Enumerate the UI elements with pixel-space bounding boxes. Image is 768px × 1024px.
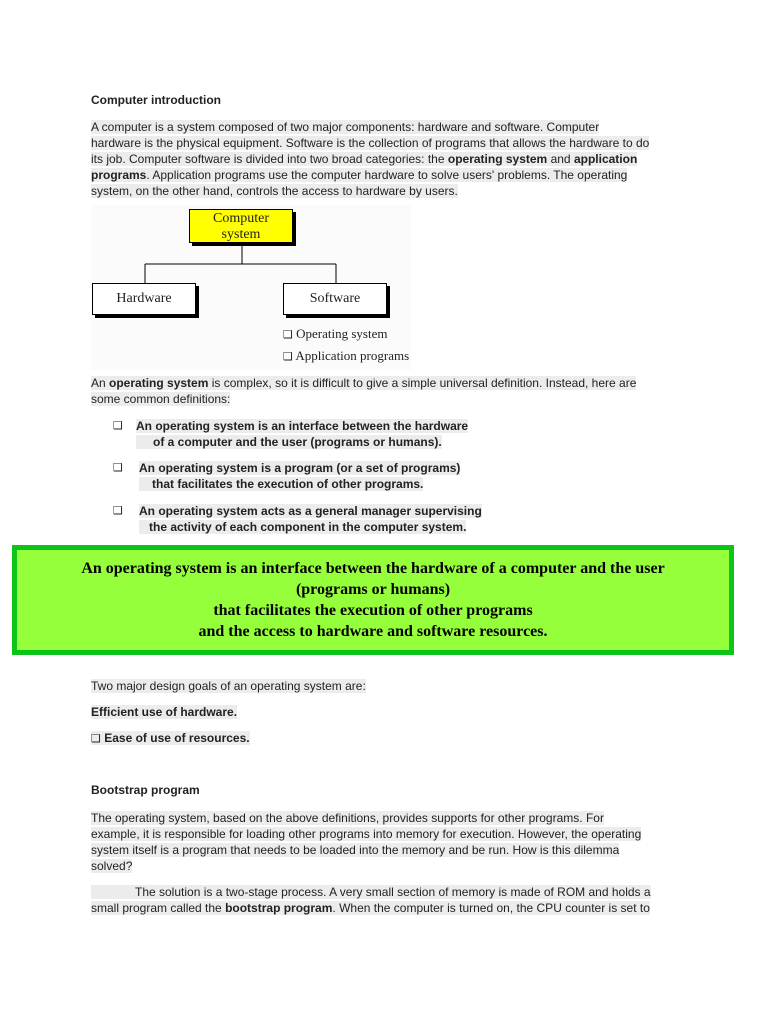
- definition-bullet-1: [113, 418, 468, 450]
- definition-line-2: some common definitions:: [91, 392, 231, 406]
- intro-bold-application: application: [573, 152, 638, 166]
- intro-line-1: A computer is a system composed of two major components: hardware and software. Computer: [91, 120, 600, 134]
- bootstrap-paragraph-2: [91, 884, 691, 916]
- intro-and: and: [547, 152, 574, 166]
- callout-line-4: and the access to hardware and software resources.: [198, 623, 548, 640]
- checkbox-icon: ❑: [283, 350, 293, 363]
- computer-system-box: [189, 209, 293, 243]
- intro-line-4: . Application programs use the computer hardware to solve users' problems. The operating: [146, 168, 628, 182]
- bootstrap-p1-line-1: The operating system, based on the above definitions, provides supports for other programs. For: [91, 811, 604, 825]
- goals-intro: [91, 678, 366, 694]
- bullet-1-line-1: An operating system is an interface between the hardware: [136, 419, 469, 433]
- bootstrap-p1-line-3: system itself is a program that needs to be loaded into the memory and be run. How is this dilemma: [91, 843, 620, 857]
- software-sub-item-2: [283, 348, 409, 364]
- hardware-box: Hardware: [92, 283, 196, 315]
- callout-line-1: An operating system is an interface between the hardware of a computer and the user: [81, 560, 665, 577]
- goals-intro-text: Two major design goals of an operating system are:: [91, 679, 366, 693]
- bullet-1-line-2: of a computer and the user (programs or humans).: [136, 435, 442, 449]
- intro-bold-os: operating system: [447, 152, 548, 166]
- computer-system-diagram: [91, 205, 411, 370]
- callout-line-3: that facilitates the execution of other programs: [213, 602, 533, 619]
- bootstrap-p2-line-2b: . When the computer is turned on, the CPU counter is set to: [332, 901, 650, 915]
- bootstrap-paragraph-1: [91, 810, 691, 874]
- bootstrap-p2-line-1: The solution is a two-stage process. A very small section of memory is made of ROM and holds a: [91, 885, 651, 899]
- checkbox-icon: ❑: [113, 504, 123, 517]
- checkbox-icon: ❑: [91, 732, 101, 745]
- bootstrap-p1-line-2: example, it is responsible for loading other programs into memory for execution. However, the operating: [91, 827, 642, 841]
- definition-bullet-3: [113, 503, 482, 535]
- root-line-1: Computer: [213, 211, 269, 226]
- software-sub-item-1: [283, 326, 387, 342]
- definition-bold: operating system: [109, 376, 209, 390]
- definition-bullet-2: [113, 460, 460, 492]
- callout-line-2: (programs or humans): [295, 581, 451, 598]
- sub-item-label: Operating system: [296, 326, 388, 341]
- goal-item-2: [91, 730, 250, 747]
- goal-item-1: [91, 704, 237, 720]
- intro-bold-programs: programs: [91, 168, 147, 182]
- checkbox-icon: ❑: [113, 419, 123, 432]
- definition-rest: is complex, so it is difficult to give a simple universal definition. Instead, here are: [208, 376, 637, 390]
- definition-callout: [12, 545, 734, 655]
- checkbox-icon: ❑: [283, 328, 293, 341]
- bootstrap-heading: Bootstrap program: [91, 783, 200, 797]
- intro-paragraph: [91, 119, 691, 199]
- goal-item-2-text: Ease of use of resources.: [104, 731, 250, 745]
- bootstrap-p2-line-2a: small program called the: [91, 901, 226, 915]
- bootstrap-bold: bootstrap program: [225, 901, 333, 915]
- bullet-2-line-2: that facilitates the execution of other programs.: [139, 477, 423, 491]
- checkbox-icon: ❑: [113, 461, 123, 474]
- intro-line-3: its job. Computer software is divided into two broad categories: the: [91, 152, 448, 166]
- definition-lead: An: [91, 376, 110, 390]
- root-line-2: system: [221, 227, 261, 242]
- bullet-3-line-1: An operating system acts as a general manager supervising: [139, 504, 482, 518]
- intro-heading: Computer introduction: [91, 93, 221, 107]
- goal-item-1-text: Efficient use of hardware.: [91, 705, 238, 719]
- definition-paragraph: [91, 375, 691, 407]
- bullet-3-line-2: the activity of each component in the computer system.: [139, 520, 466, 534]
- intro-line-2: hardware is the physical equipment. Software is the collection of programs that allows the hardware to do: [91, 136, 650, 150]
- bullet-2-line-1: An operating system is a program (or a set of programs): [139, 461, 461, 475]
- bootstrap-p1-line-4: solved?: [91, 859, 133, 873]
- sub-item-label: Application programs: [295, 348, 410, 363]
- intro-line-5: system, on the other hand, controls the access to hardware by users.: [91, 184, 458, 198]
- software-box: Software: [283, 283, 387, 315]
